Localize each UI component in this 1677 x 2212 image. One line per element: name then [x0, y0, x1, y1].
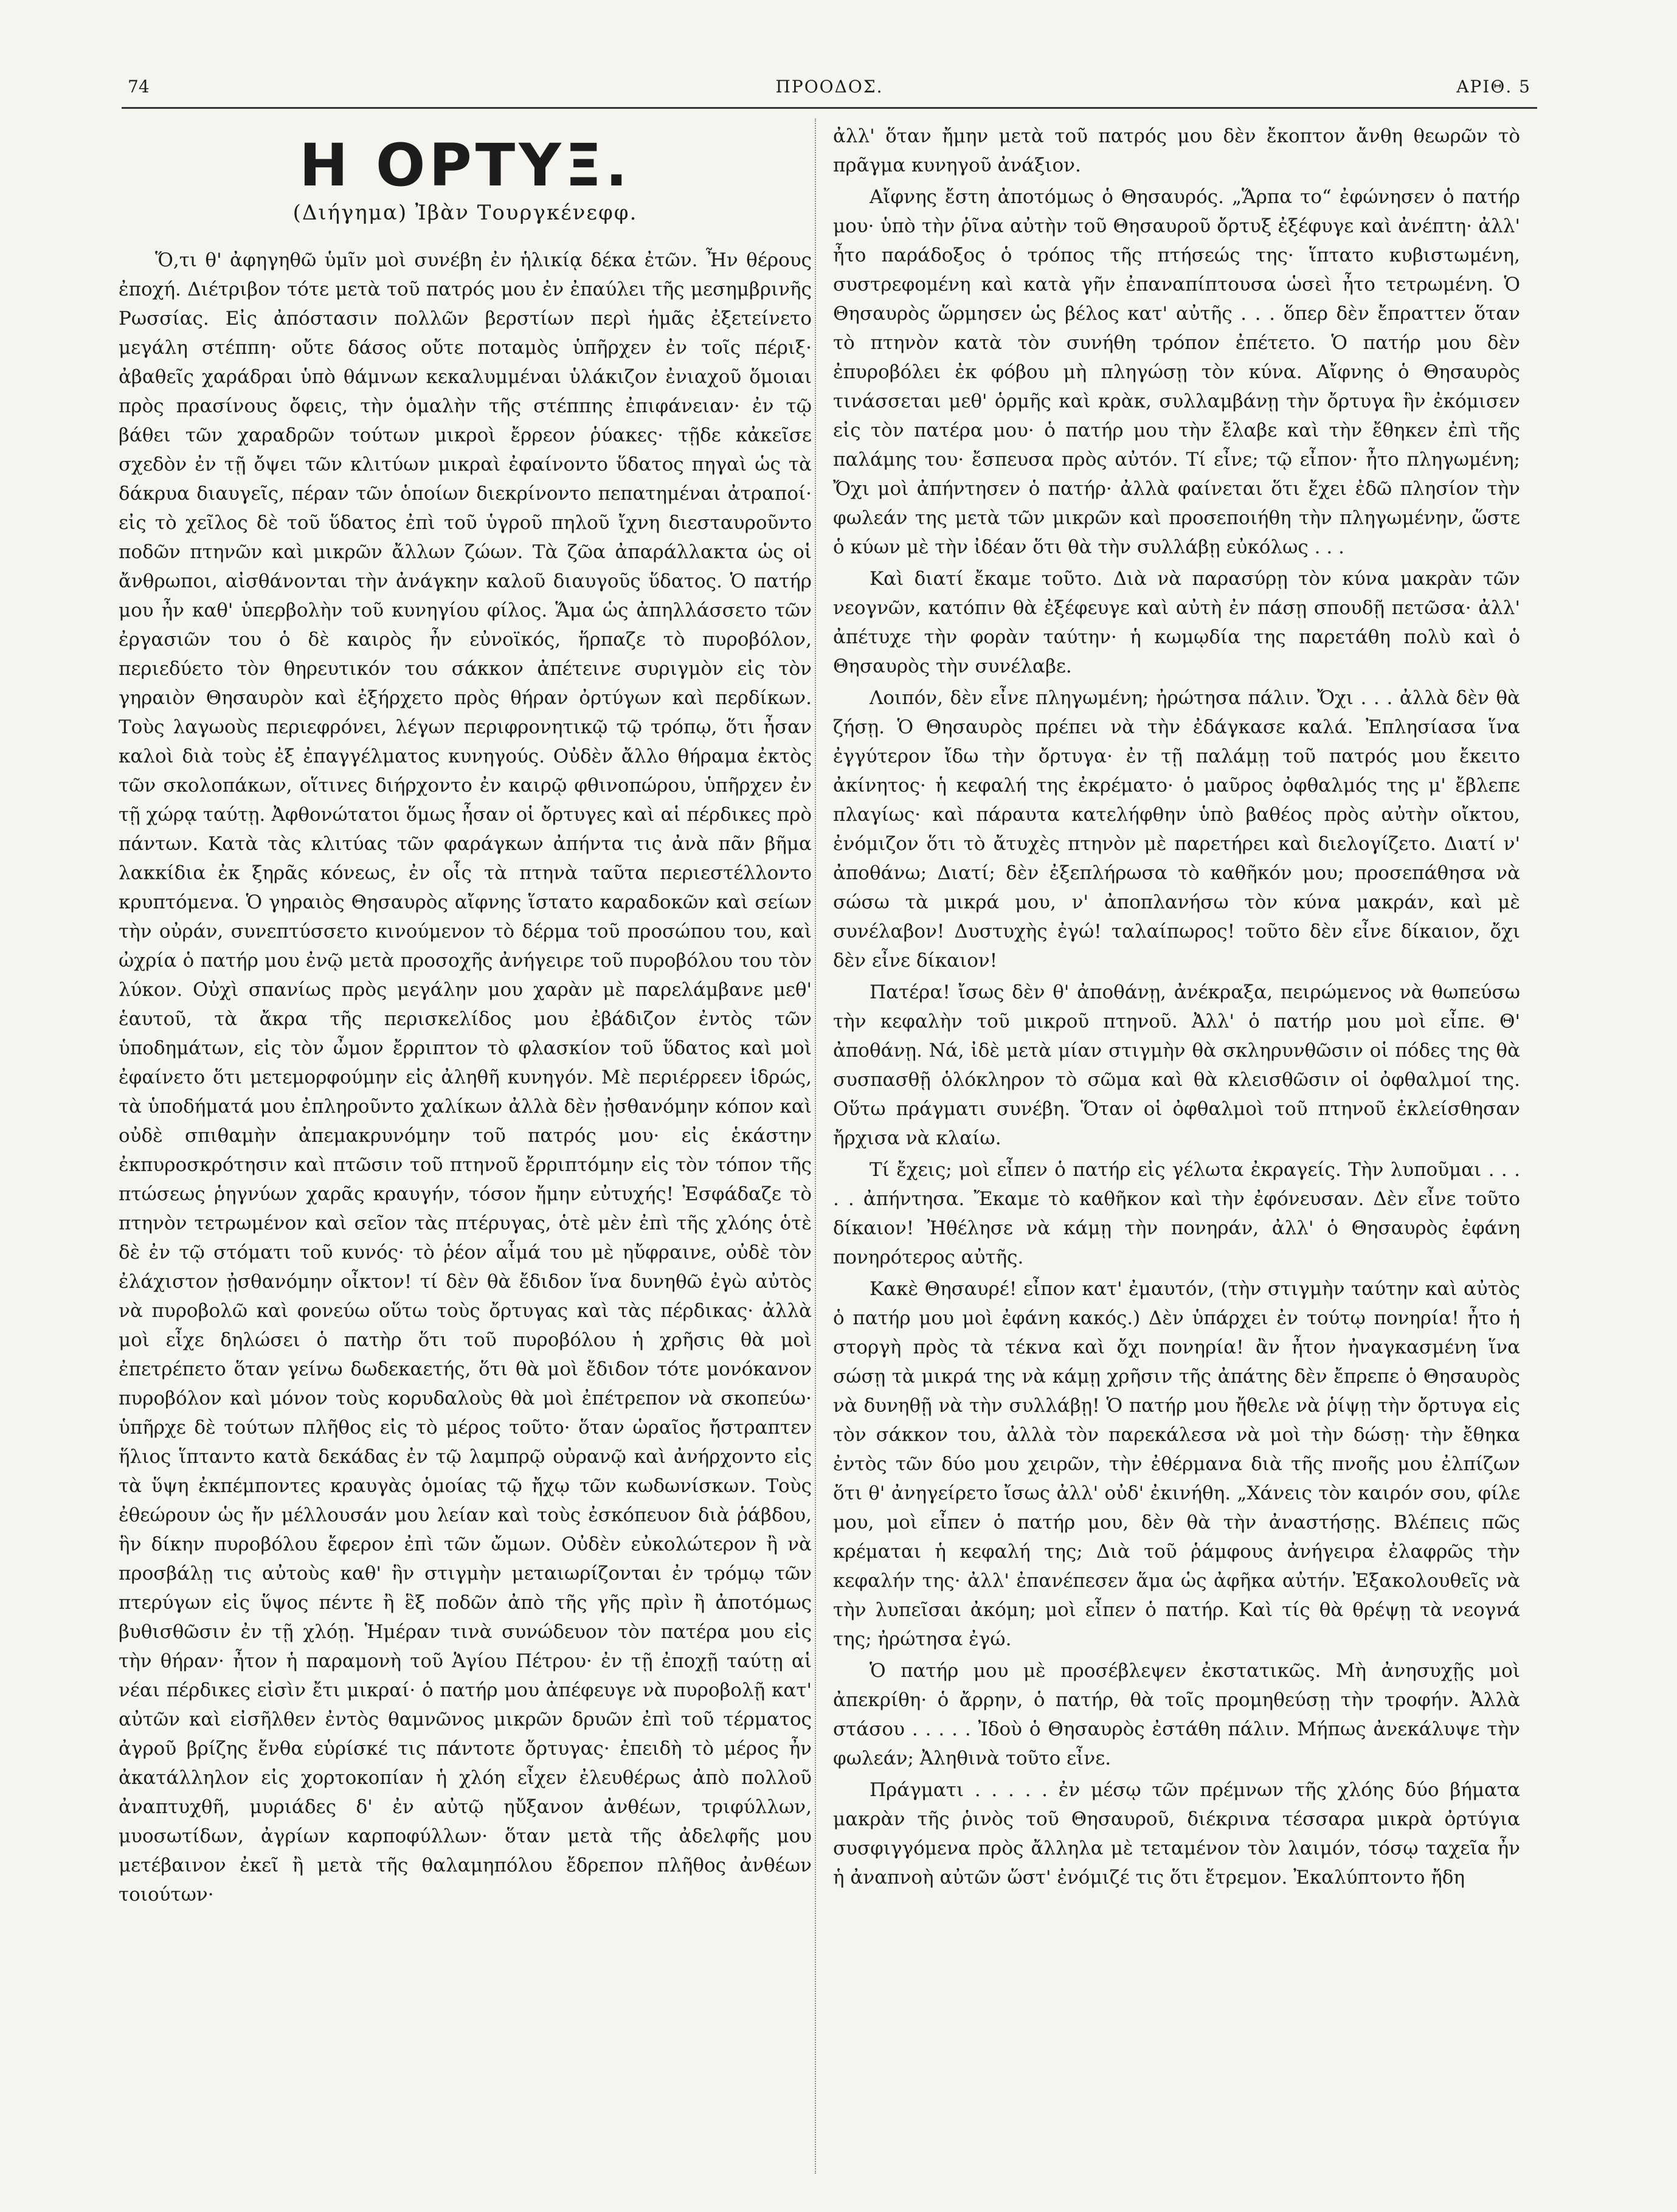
page-header	[128, 72, 1531, 108]
article-title: Η ΟΡΤΥΞ.	[299, 131, 631, 199]
right-column	[833, 122, 1520, 1895]
left-column	[119, 122, 812, 1912]
paragraph: Αἴφνης ἔστη ἀποτόμως ὁ Θησαυρός. „Ἅρπα το“ ἐφώνησεν ὁ πατήρ μου· ὑπὸ τὴν ῥῖνα αὐτὴν τοῦ Θησαυροῦ ὄρτυξ ἐξέφυγε καὶ ἀνέπτη· ἀλλ' ἦτο παράδοξος ὁ τρόπος τῆς πτήσεώς της· ἵπτατο κυβιστωμένη, συστρεφομένη καὶ κατὰ γῆν ἐπαναπίπτουσα ὡσεὶ ἦτο τετρωμένη. Ὁ Θησαυρὸς ὥρμησεν ὡς βέλος κατ' αὐτῆς . . . ὅπερ δὲν ἔπραττεν ὅταν τὸ πτηνὸν κατὰ τὸν συνήθη τρόπον ἐπέτετο. Ὁ πατήρ μου δὲν ἐπυροβόλει ἐκ φόβου μὴ πληγώσῃ τὸν κύνα. Αἴφνης ὁ Θησαυρὸς τινάσσεται μεθ' ὁρμῆς καὶ κρὰκ, συλλαμβάνῃ τὴν ὄρτυγα ἣν ἐκόμισεν εἰς τὸν πατέρα μου· ὁ πατήρ μου τὴν ἔλαβε καὶ τὴν ἔθηκεν ἐπὶ τῆς παλάμης του· ἔσπευσα πρὸς αὐτόν. Τί εἶνε; τῷ εἶπον· ἦτο πληγωμένη; Ὄχι μοὶ ἀπήντησεν ὁ πατήρ· ἀλλὰ φαίνεται ὅτι ἔχει ἐδῶ πλησίον τὴν φωλεάν της μετὰ τῶν μικρῶν καὶ προσεποιήθη τὴν πληγωμένην, ὥστε ὁ κύων μὲ τὴν ἰδέαν ὅτι θὰ τὴν συλλάβῃ εὐκόλως . . .	[833, 186, 1520, 558]
paragraph: ἀλλ' ὅταν ἤμην μετὰ τοῦ πατρός μου δὲν ἔκοπτον ἄνθη θεωρῶν τὸ πρᾶγμα κυνηγοῦ ἀνάξιον.	[833, 125, 1520, 176]
paragraph: Κακὲ Θησαυρέ! εἶπον κατ' ἐμαυτόν, (τὴν στιγμὴν ταύτην καὶ αὐτὸς ὁ πατήρ μου μοὶ ἐφάνη κακός.) Δὲν ὑπάρχει ἐν τούτῳ πονηρία! ἦτο ἡ στοργὴ πρὸς τὰ τέκνα καὶ ὄχι πονηρία! ἂν ἦτον ἠναγκασμένη ἵνα σώσῃ τὰ μικρά της νὰ κάμῃ χρῆσιν τῆς ἀπάτης δὲν ἔπρεπε ὁ Θησαυρὸς νὰ δυνηθῇ νὰ τὴν συλλάβῃ! Ὁ πατήρ μου ἤθελε νὰ ῥίψῃ τὴν ὄρτυγα εἰς τὸν σάκκον του, ἀλλὰ τὸν παρεκάλεσα νὰ μοὶ τὴν δώσῃ· τὴν ἔθηκα ἐντὸς τῶν δύο μου χειρῶν, τὴν ἐθέρμανα διὰ τῆς πνοῆς μου ἐλπίζων ὅτι θ' ἀνηγείρετο ἴσως ἀλλ' οὐδ' ἐκινήθη. „Χάνεις τὸν καιρόν σου, φίλε μου, μοὶ εἶπεν ὁ πατήρ μου, δὲν θὰ τὴν ἀναστήσῃς. Βλέπεις πῶς κρέμαται ἡ κεφαλή της; Διὰ τοῦ ῥάμφους ἀνήγειρα ἐλαφρῶς τὴν κεφαλήν της· ἀλλ' ἐπανέπεσεν ἅμα ὡς ἀφῆκα αὐτήν. Ἐξακολουθεῖς νὰ τὴν λυπεῖσαι ἀκόμη; μοὶ εἶπεν ὁ πατήρ. Καὶ τίς θὰ θρέψῃ τὰ νεογνά της; ἠρώτησα ἐγώ.	[833, 1278, 1520, 1650]
paragraph: Καὶ διατί ἔκαμε τοῦτο. Διὰ νὰ παρασύρῃ τὸν κύνα μακρὰν τῶν νεογνῶν, κατόπιν θὰ ἐξέφευγε καὶ αὐτὴ ἐν πάσῃ σπουδῇ πετῶσα· ἀλλ' ἀπέτυχε τὴν φορὰν ταύτην· ἡ κωμῳδία της παρετάθη πολὺ καὶ ὁ Θησαυρὸς τὴν συνέλαβε.	[833, 568, 1520, 677]
paragraph: Ὅ,τι θ' ἀφηγηθῶ ὑμῖν μοὶ συνέβη ἐν ἡλικίᾳ δέκα ἐτῶν. Ἦν θέρους ἐποχή. Διέτριβον τότε μετὰ τοῦ πατρός μου ἐν ἐπαύλει τῆς μεσημβρινῆς Ρωσσίας. Εἰς ἀπόστασιν πολλῶν βερστίων περὶ ἡμᾶς ἐξετείνετο μεγάλη στέππη· οὔτε δάσος οὔτε ποταμὸς ὑπῆρχεν ἐν τοῖς πέριξ· ἀβαθεῖς χαράδραι ὑπὸ θάμνων κεκαλυμμέναι ὑλάκιζον ἐνιαχοῦ ὅμοιαι πρὸς πρασίνους ὄφεις, τὴν ὁμαλὴν τῆς στέππης ἐπιφάνειαν· ἐν τῷ βάθει τῶν χαραδρῶν τούτων μικροὶ ἔρρεον ῥύακες· τῇδε κἀκεῖσε σχεδὸν ἐν τῇ ὄψει τῶν κλιτύων μικραὶ ἐφαίνοντο ὕδατος πηγαὶ ὡς τὰ δάκρυα διαυγεῖς, πέραν τῶν ὁποίων διεκρίνοντο πεπατημέναι ἀτραποί· εἰς τὸ χεῖλος δὲ τοῦ ὕδατος ἐπὶ τοῦ ὑγροῦ πηλοῦ ἴχνη διεσταυροῦντο ποδῶν πτηνῶν καὶ μικρῶν ἄλλων ζώων. Τὰ ζῶα ἀπαράλλακτα ὡς οἱ ἄνθρωποι, αἰσθάνονται τὴν ἀνάγκην καλοῦ διαυγοῦς ὕδατος. Ὁ πατήρ μου ἦν καθ' ὑπερβολὴν τοῦ κυνηγίου φίλος. Ἅμα ὡς ἀπηλλάσσετο τῶν ἐργασιῶν του ὁ δὲ καιρὸς ἦν εὐνοϊκός, ἥρπαζε τὸ πυροβόλον, περιεδύετο τὸν θηρευτικόν του σάκκον ἀπέτεινε συριγμὸν εἰς τὸν γηραιὸν Θησαυρὸν καὶ ἐξήρχετο πρὸς θήραν ὀρτύγων καὶ περδίκων. Τοὺς λαγωοὺς περιεφρόνει, λέγων περιφρονητικῷ τῷ τρόπῳ, ὅτι ἦσαν καλοὶ διὰ τοὺς ἐξ ἐπαγγέλματος κυνηγούς. Οὐδὲν ἄλλο θήραμα ἐκτὸς τῶν σκολοπάκων, οἵτινες διήρχοντο ἐν καιρῷ φθινοπώρου, ὑπῆρχεν ἐν τῇ χώρᾳ ταύτῃ. Ἀφθονώτατοι ὅμως ἦσαν οἱ ὄρτυγες καὶ αἱ πέρδικες πρὸ πάντων. Κατὰ τὰς κλιτύας τῶν φαράγκων ἀπήντα τις ἀνὰ πᾶν βῆμα λακκίδια ἐκ ξηρᾶς κόνεως, ἐν οἷς τὰ πτηνὰ ταῦτα περιεστέλλοντο κρυπτόμενα. Ὁ γηραιὸς Θησαυρὸς αἴφνης ἵστατο καραδοκῶν καὶ σείων τὴν οὐράν, συνεπτύσσετο κινούμενον τὸ δέρμα τοῦ προσώπου του, καὶ ὠχρία ὁ πατήρ μου ἐνῷ μετὰ προσοχῆς ἀνήγειρε τοῦ πυροβόλου του τὸν λύκον. Οὐχὶ σπανίως πρὸς μεγάλην μου χαρὰν μὲ παρελάμβανε μεθ' ἑαυτοῦ, τὰ ἄκρα τῆς περισκελίδος μου ἐβάδιζον ἐντὸς τῶν ὑποδημάτων, εἰς τὸν ὦμον ἔρριπτον τὸ φλασκίον τοῦ ὕδατος καὶ μοὶ ἐφαίνετο ὅτι μετεμορφούμην εἰς ἀληθῆ κυνηγόν. Μὲ περιέρρεεν ἱδρώς, τὰ ὑποδήματά μου ἐπληροῦντο χαλίκων ἀλλὰ δὲν ᾐσθανόμην κόπον καὶ οὐδὲ σπιθαμὴν ἀπεμακρυνόμην τοῦ πατρός μου· εἰς ἑκάστην ἐκπυροσκρότησιν καὶ πτῶσιν τοῦ πτηνοῦ ἔρριπτόμην εἰς τὸν τόπον τῆς πτώσεως ῥηγνύων χαρᾶς κραυγήν, τόσον ἤμην εὐτυχής! Ἐσφάδαζε τὸ πτηνὸν τετρωμένον καὶ σεῖον τὰς πτέρυγας, ὁτὲ μὲν ἐπὶ τῆς χλόης ὁτὲ δὲ ἐν τῷ στόματι τοῦ κυνός· τὸ ῥέον αἷμά του μὲ ηὔφραινε, οὐδὲ τὸν ἐλάχιστον ᾐσθανόμην οἶκτον! τί δὲν θὰ ἔδιδον ἵνα δυνηθῶ ἐγὼ αὐτὸς νὰ πυροβολῶ καὶ φονεύω οὕτω τοὺς ὄρτυγας καὶ τὰς πέρδικας· ἀλλὰ μοὶ εἶχε δηλώσει ὁ πατὴρ ὅτι τοῦ πυροβόλου ἡ χρῆσις θὰ μοὶ ἐπετρέπετο ὅταν γείνω δωδεκαετής, ὅτι θὰ μοὶ ἔδιδον τότε μονόκανον πυροβόλον καὶ μόνον τοὺς κορυδαλοὺς θὰ μοὶ ἐπέτρεπον νὰ σκοπεύω· ὑπῆρχε δὲ τούτων πλῆθος εἰς τὸ μέρος τοῦτο· ὅταν ὡραῖος ἤστραπτεν ἥλιος ἵπταντο κατὰ δεκάδας ἐν τῷ λαμπρῷ οὐρανῷ καὶ ἀνήρχοντο εἰς τὰ ὕψη ἐκπέμποντες κραυγὰς ὁμοίας τῷ ἤχῳ τῶν κωδωνίσκων. Τοὺς ἐθεώρουν ὡς ἤν μέλλουσάν μου λείαν καὶ τοὺς ἐσκόπευον διὰ ῥάβδου, ἣν δίκην πυροβόλου ἔφερον ἐπὶ τῶν ὤμων. Οὐδὲν εὐκολώτερον ἢ νὰ προσβάλῃ τις αὐτοὺς καθ' ἣν στιγμὴν μεταιωρίζονται ἐν τρόμῳ τῶν πτερύγων εἰς ὕψος πέντε ἢ ἓξ ποδῶν ἀπὸ τῆς γῆς πρὶν ἢ ἀποτόμως βυθισθῶσιν ἐν τῇ χλόῃ. Ἡμέραν τινὰ συνώδευον τὸν πατέρα μου εἰς τὴν θήραν· ἦτον ἡ παραμονὴ τοῦ Ἁγίου Πέτρου· ἐν τῇ ἐποχῇ ταύτῃ αἱ νέαι πέρδικες εἰσὶν ἔτι μικραί· ὁ πατήρ μου ἀπέφευγε νὰ πυροβολῇ κατ' αὐτῶν καὶ εἰσῆλθεν ἐντὸς θαμνῶνος μικρῶν δρυῶν ἐπὶ τοῦ τέρματος ἀγροῦ βρίζης ἔνθα εὑρίσκέ τις πάντοτε ὄρτυγας· ἐπειδὴ τὸ μέρος ἦν ἀκατάλληλον εἰς χορτοκοπίαν ἡ χλόη εἶχεν ἐλευθέρως ἀπὸ πολλοῦ ἀναπτυχθῆ, μυριάδες δ' ἐν αὐτῷ ηὔξανον ἀνθέων, τριφύλλων, μυοσωτίδων, ἀγρίων καρποφύλλων· ὅταν μετὰ τῆς ἀδελφῆς μου μετέβαινον ἐκεῖ ἢ μετὰ τῆς θαλαμηπόλου ἔδρεπον πλῆθος ἀνθέων τοιούτων·	[119, 249, 812, 1906]
paragraph: Πράγματι . . . . . ἐν μέσῳ τῶν πρέμνων τῆς χλόης δύο βήματα μακρὰν τῆς ῥινὸς τοῦ Θησαυροῦ, διέκρινα τέσσαρα μικρὰ ὀρτύγια συσφιγγόμενα πρὸς ἄλληλα μὲ τεταμένον τὸν λαιμόν, τόσῳ ταχεῖα ἦν ἡ ἀναπνοὴ αὐτῶν ὥστ' ἐνόμιζέ τις ὅτι ἔτρεμον. Ἐκαλύπτοντο ἤδη	[833, 1779, 1520, 1889]
column-divider	[815, 119, 816, 2174]
issue-number: ΑΡΙΘ. 5	[1456, 77, 1531, 97]
journal-name: ΠΡΟΟΔΟΣ.	[775, 77, 883, 97]
paragraph: Πατέρα! ἴσως δὲν θ' ἀποθάνῃ, ἀνέκραξα, πειρώμενος νὰ θωπεύσω τὴν κεφαλὴν τοῦ μικροῦ πτηνοῦ. Ἀλλ' ὁ πατήρ μου μοὶ εἶπε. Θ' ἀποθάνῃ. Νά, ἰδὲ μετὰ μίαν στιγμὴν θὰ σκληρυνθῶσιν οἱ πόδες της θὰ συσπασθῇ ὁλόκληρον τὸ σῶμα καὶ θὰ κλεισθῶσιν οἱ ὀφθαλμοί της. Οὕτω πράγματι συνέβη. Ὅταν οἱ ὀφθαλμοὶ τοῦ πτηνοῦ ἐκλείσθησαν ἤρχισα νὰ κλαίω.	[833, 981, 1520, 1149]
paragraph: Τί ἔχεις; μοὶ εἶπεν ὁ πατήρ εἰς γέλωτα ἐκραγείς. Τὴν λυποῦμαι . . . . . ἀπήντησα. Ἔκαμε τὸ καθῆκον καὶ τὴν ἐφόνευσαν. Δὲν εἶνε τοῦτο δίκαιον! Ἠθέλησε νὰ κάμῃ τὴν πονηράν, ἀλλ' ὁ Θησαυρὸς ἐφάνη πονηρότερος αὐτῆς.	[833, 1159, 1520, 1268]
article-subtitle: (Διήγημα) Ἰβὰν Τουργκένεφφ.	[292, 201, 638, 225]
paragraph: Λοιπόν, δὲν εἶνε πληγωμένη; ἠρώτησα πάλιν. Ὄχι . . . ἀλλὰ δὲν θὰ ζήσῃ. Ὁ Θησαυρὸς πρέπει νὰ τὴν ἐδάγκασε καλά. Ἐπλησίασα ἵνα ἐγγύτερον ἴδω τὴν ὄρτυγα· ἐν τῇ παλάμῃ τοῦ πατρός μου ἔκειτο ἀκίνητος· ἡ κεφαλή της ἐκρέματο· ὁ μαῦρος ὀφθαλμός της μ' ἔβλεπε πλαγίως· καὶ πάραυτα κατελήφθην ὑπὸ βαθέος πρὸς αὐτὴν οἴκτου, ἐνόμιζον ὅτι τὸ ἄτυχὲς πτηνὸν μὲ παρετήρει καὶ διελογίζετο. Διατί ν' ἀποθάνω; Διατί; δὲν ἐξεπλήρωσα τὸ καθῆκόν μου; προσεπάθησα νὰ σώσω τὰ μικρά μου, ν' ἀποπλανήσω τὸν κύνα μακράν, καὶ μὲ συνέλαβον! Δυστυχὴς ἐγώ! ταλαίπωρος! τοῦτο δὲν εἶνε δίκαιον, ὄχι δὲν εἶνε δίκαιον!	[833, 687, 1520, 972]
page-number: 74	[128, 77, 150, 97]
paragraph: Ὁ πατήρ μου μὲ προσέβλεψεν ἐκστατικῶς. Μὴ ἀνησυχῇς μοὶ ἀπεκρίθη· ὁ ἄρρην, ὁ πατήρ, θὰ τοῖς προμηθεύσῃ τὴν τροφήν. Ἀλλὰ στάσου . . . . . Ἰδοὺ ὁ Θησαυρὸς ἐστάθη πάλιν. Μήπως ἀνεκάλυψε τὴν φωλεάν; Ἀληθινὰ τοῦτο εἶνε.	[833, 1660, 1520, 1769]
header-rule	[122, 107, 1537, 109]
